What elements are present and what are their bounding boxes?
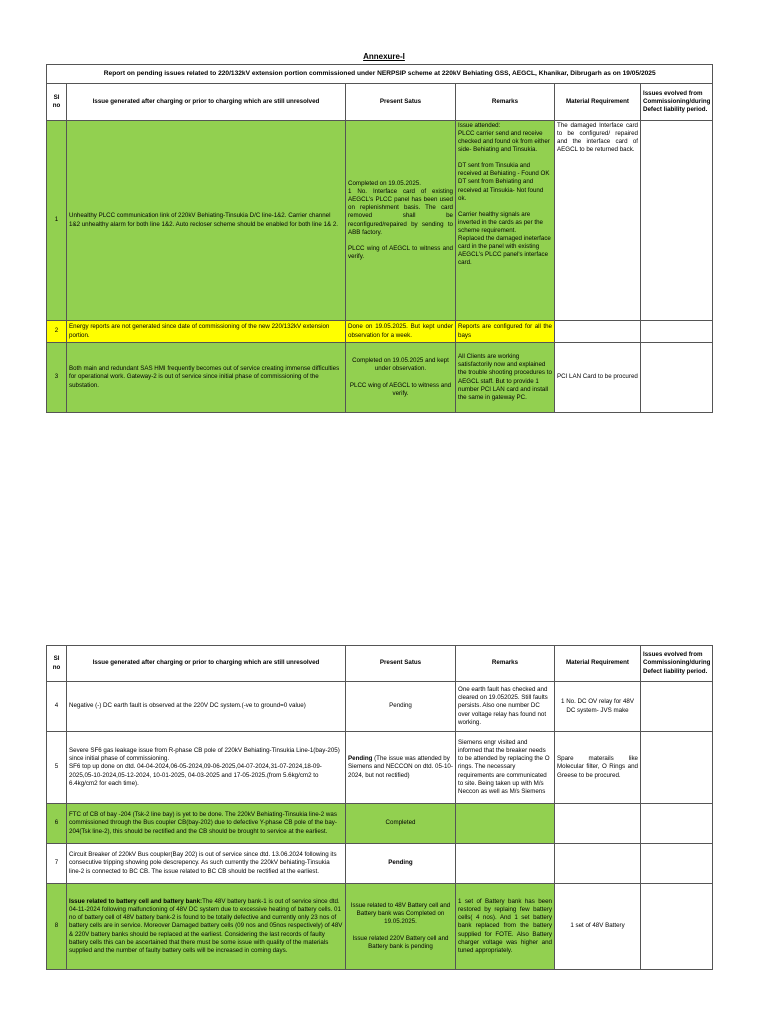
issue-lead-bold: Issue related to battery cell and battery bank: (69, 898, 203, 906)
row-issue: Negative (-) DC earth fault is observed at the 220V DC system.(-ve to ground=0 value) (67, 682, 346, 732)
row-present-status: Issue related to 48V Battery cell and Battery bank was Completed on 19.05.2025. Issue related 220V Battery cell and Battery bank is pending (346, 884, 456, 970)
row-evolved (641, 732, 713, 804)
report-title: Report on pending issues related to 220/132kV extension portion commissioned under NERPSIP scheme at 220kV Behiating GSS, AEGCL, Khanikar, Dibrugarh as on 19/05/2025 (47, 65, 713, 84)
row-material: Spare materails like Molecular filter, O Rings and Greese to be procured. (555, 732, 641, 804)
row-present-status: Completed on 19.05.2025. 1 No. Interface card of existing AEGCL's PLCC panel has been used on replenishment basis. The card removed shall be reconfigured/repaired by sending to ABB factory. PLCC wing of AEGCL to witness and verify. (346, 121, 456, 321)
row-remarks: Siemens engr visited and informed that the breaker needs to be attended by replacing the O rings. The necessary requirements are communicated to site. Being taken up with M/s Neccon as well as M/s Siemens (456, 732, 555, 804)
table-row (47, 682, 713, 732)
row-issue: FTC of CB of bay -204 (Tsk-2 line bay) is yet to be done. The 220kV Behiating-Tinsukia line-2 was commissioned through the Bus coupler CB(bay-202) due to defective Y-phase CB pole of the bay-204(Tsk line-2), this should be rectified and the CB should be brought to service at the earliest. (67, 804, 346, 844)
row-issue: Unhealthy PLCC communication link of 220kV Behiating-Tinsukia D/C line-1&2. Carrier channel 1&2 unhealthy alarm for both line 1&2. Auto recloser scheme should be enabled for both line 1& 2. (67, 121, 346, 321)
row-evolved (641, 884, 713, 970)
row-issue: Severe SF6 gas leakage issue from R-phase CB pole of 220kV Behiating-Tinsukia Line-1(bay-205) since initial phase of commissioning. SF6 top up done on dtd. 04-04-2024,06-05-2024,09-06-2025,04-07-2024,31-07-2024,18-09-2025,05-10-2024,05-12-2024, 10-01-2025, 04-03-2025 and 17-05-2025.(from 5.6kg/cm2 to 6.4kg/cm2 for each time). (67, 732, 346, 804)
row-issue: Both main and redundant SAS HMI frequently becomes out of service creating immense difficulties for operational work. Gateway-2 is out of service since initial phase of commissioning of the substation. (67, 343, 346, 413)
row-sl: 7 (47, 844, 67, 884)
header-present-status: Present Satus (346, 84, 456, 121)
row-issue: Energy reports are not generated since date of commissioning of the new 220/132kV extension portion. (67, 321, 346, 343)
row-present-status: Completed (346, 804, 456, 844)
row-present-status: Completed on 19.05.2025 and kept under observation. PLCC wing of AEGCL to witness and verify. (346, 343, 456, 413)
row-sl: 5 (47, 732, 67, 804)
header-sl-no: Sl no (47, 646, 67, 682)
row-evolved (641, 682, 713, 732)
table-row (47, 343, 713, 413)
row-material: 1 No. DC OV relay for 48V DC system- JVS make (555, 682, 641, 732)
row-evolved (641, 844, 713, 884)
row-material: 1 set of 48V Battery (555, 884, 641, 970)
row-remarks: One earth fault has checked and cleared on 19.052025. Still faults persists. Also one number DC over voltage relay has found not working. (456, 682, 555, 732)
row-evolved (641, 804, 713, 844)
row-material (555, 321, 641, 343)
header-remarks: Remarks (456, 646, 555, 682)
present-status-detail: (The issue was attended by Siemens and NECCON on dtd. 05-10-2024, but not rectified) (348, 755, 453, 779)
row-sl: 3 (47, 343, 67, 413)
header-material-requirement: Material Requirement (555, 84, 641, 121)
row-remarks: Reports are configured for all the bays (456, 321, 555, 343)
row-issue: Circuit Breaker of 220kV Bus coupler(Bay 202) is out of service since dtd. 13.06.2024 following its consecutive tripping showing pole descrepency. As such currently the 220kV behiating-Tinsukia line-2 is connected to BC CB. The issue related to BC CB should be rectified at the earliest. (67, 844, 346, 884)
table-row (47, 121, 713, 321)
row-material (555, 844, 641, 884)
row-present-status: Pending (346, 682, 456, 732)
table-row (47, 732, 713, 804)
table-row (47, 804, 713, 844)
table-row (47, 884, 713, 970)
pending-issues-table-1 (46, 64, 713, 413)
row-present-status: Done on 19.05.2025. But kept under observation for a week. (346, 321, 456, 343)
row-remarks: 1 set of Battery bank has been restored by replaing few battery cells( 4 nos). And 1 set battery bank replaced from the battery supplied for FOTE. Also Battery charger voltage was higher and tuned appropriately. (456, 884, 555, 970)
header-material-requirement: Material Requirement (555, 646, 641, 682)
row-issue (67, 884, 346, 970)
row-sl: 8 (47, 884, 67, 970)
header-issues-evolved: Issues evolved from Commissioning/during Defect liability period. (641, 646, 713, 682)
header-present-status: Present Satus (346, 646, 456, 682)
header-issue: Issue generated after charging or prior to charging which are still unresolved (67, 84, 346, 121)
pending-issues-table-2 (46, 645, 713, 970)
present-status-bold: Pending (348, 755, 373, 763)
header-sl-no: Sl no (47, 84, 67, 121)
row-remarks (456, 804, 555, 844)
header-issues-evolved: Issues evolved from Commissioning/during Defect liability period. (641, 84, 713, 121)
row-evolved (641, 321, 713, 343)
table-row (47, 844, 713, 884)
row-material (555, 804, 641, 844)
row-material: The damaged Interface card to be configured/ repaired and the interface card of AEGCL to be returned back. (555, 121, 641, 321)
header-remarks: Remarks (456, 84, 555, 121)
row-remarks: Issue attended: PLCC carrier send and receive checked and found ok from either side- Behiating and Tinsukia. DT sent from Tinsukia and received at Behiating - Found OK DT sent from Behiating and received at Tinsukia- Not found ok. Carrier healthy signals are inverted in the cards as per the scheme requirement. Replaced the damaged ineterface card in the panel with existing AEGCL's PLCC panel's interface card. (456, 121, 555, 321)
row-remarks: All Clients are working satisfactorily now and explained the trouble shooting procedures to AEGCL staff. But to provide 1 number PCI LAN card and install the same in gateway PC. (456, 343, 555, 413)
row-remarks (456, 844, 555, 884)
row-material: PCI LAN Card to be procured (555, 343, 641, 413)
row-sl: 1 (47, 121, 67, 321)
annexure-heading: Annexure-I (363, 52, 405, 61)
row-evolved (641, 121, 713, 321)
row-sl: 6 (47, 804, 67, 844)
row-present-status (346, 732, 456, 804)
row-sl: 4 (47, 682, 67, 732)
row-sl: 2 (47, 321, 67, 343)
table-row (47, 321, 713, 343)
issue-detail: The 48V battery bank-1 is out of service since dtd. 04-11-2024 following malfunctioning of 48V DC system due to excessive heating of battery cells. 01 no of battery cell of 48V battery bank-2 is found to be totally defective and currently only 23 nos of battery cells are in service. Moreover Damaged battery cells (09 nos and 05nos respectively) of 48V & 220V battery banks should be replaced at the earliest. Considering the last records of faulty battery cells this can be ascertained that there must be some issue with quality of the materials supplied and the number of faulty battery cells will be increased in coming days. (69, 898, 343, 954)
header-issue: Issue generated after charging or prior to charging which are still unresolved (67, 646, 346, 682)
row-evolved (641, 343, 713, 413)
row-present-status: Pending (346, 844, 456, 884)
